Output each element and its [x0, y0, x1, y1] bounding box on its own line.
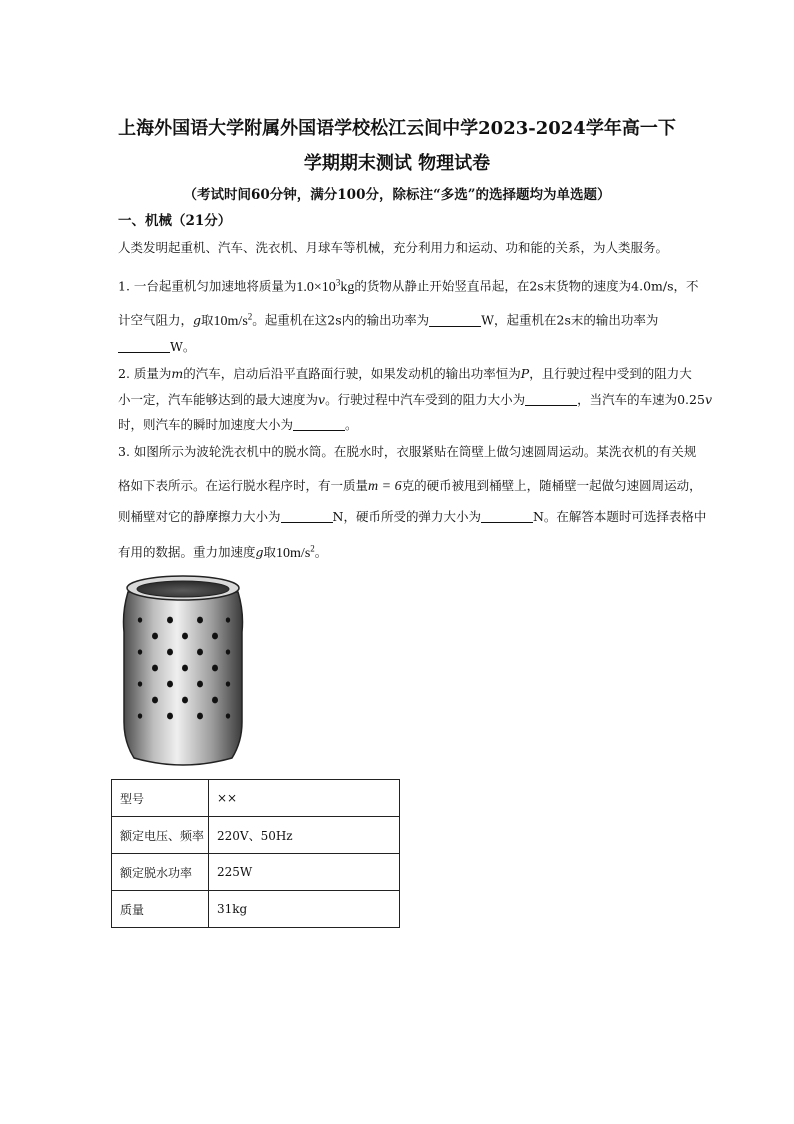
drum-hole — [167, 713, 173, 720]
table-row — [112, 891, 400, 928]
table-row — [112, 817, 400, 854]
exam-title-line1: 上海外国语大学附属外国语学校松江云间中学2023-2024学年高一下 — [118, 118, 676, 139]
q3-line4: 有用的数据。重力加速度g取$10m/s^2$。 — [118, 543, 328, 561]
drum-hole — [138, 681, 142, 686]
drum-hole — [152, 665, 158, 672]
q1-line3: W。 — [118, 338, 678, 356]
q1-g-value: $10m/s^2$ — [213, 311, 253, 329]
q2-line2: 小一定，汽车能够达到的最大速度为v。行驶过程中汽车受到的阻力大小为 ，当汽车的车速为0.25v — [118, 392, 712, 407]
drum-hole — [226, 713, 230, 718]
exam-instructions: （考试时间60分钟，满分100分，除标注“多选”的选择题均为单选题） — [183, 187, 611, 203]
q1-mass-value: $1.0\times 10^3kg$ — [296, 277, 355, 295]
q2-line1: 2. 质量为m的汽车，启动后沿平直路面行驶，如果发动机的输出功率恒为P，且行驶过程中受到的阻力大 — [118, 366, 692, 381]
spec-value: 31kg — [209, 891, 400, 928]
spin-drum-figure — [118, 572, 248, 772]
q1-line2: 计空气阻力，g取$10m/s^2$。起重机在这2s内的输出功率为 W，起重机在2s末的输出功率为 — [118, 311, 659, 329]
drum-hole — [138, 649, 142, 654]
q1-answer-blank-2[interactable] — [118, 340, 170, 353]
drum-hole — [197, 649, 203, 656]
spec-key: 额定电压、频率 — [112, 817, 209, 854]
drum-hole — [182, 633, 188, 640]
q2-line3: 时，则汽车的瞬时加速度大小为 。 — [118, 417, 358, 432]
q1-line1: 1. 一台起重机匀加速地将质量为$1.0\times 10^3kg$的货物从静止开始竖直吊起，在2s末货物的速度为4.0m/s，不 — [118, 277, 699, 295]
spec-value: ×× — [209, 780, 400, 817]
spec-key: 质量 — [112, 891, 209, 928]
drum-hole — [152, 697, 158, 704]
q1-answer-blank-1[interactable] — [429, 314, 481, 327]
exam-title-line2: 学期期末测试 物理试卷 — [303, 153, 491, 174]
section-heading: 一、机械（21分） — [118, 213, 232, 229]
spec-key: 型号 — [112, 780, 209, 817]
spec-key: 额定脱水功率 — [112, 854, 209, 891]
drum-hole — [182, 665, 188, 672]
q3-answer-blank-1[interactable] — [281, 510, 333, 523]
drum-hole — [152, 633, 158, 640]
drum-hole — [226, 649, 230, 654]
drum-hole — [212, 665, 218, 672]
q3-line2: 格如下表所示。在运行脱水程序时，有一质量m = 6克的硬币被甩到桶壁上，随桶壁一起做匀速圆周运动， — [118, 478, 702, 494]
drum-hole — [138, 713, 142, 718]
q3-answer-blank-2[interactable] — [481, 510, 533, 523]
drum-hole — [197, 681, 203, 688]
q2-answer-blank-1[interactable] — [525, 393, 577, 406]
q3-g-value: $10m/s^2$ — [276, 543, 315, 561]
drum-hole — [167, 617, 173, 624]
drum-hole — [226, 681, 230, 686]
drum-hole — [182, 697, 188, 704]
table-row — [112, 854, 400, 891]
table-row — [112, 780, 400, 817]
section-intro: 人类发明起重机、汽车、洗衣机、月球车等机械，充分利用力和运动、功和能的关系，为人类服务。 — [118, 240, 669, 255]
drum-hole — [138, 617, 142, 622]
washer-spec-table — [111, 779, 400, 928]
q3-line1: 3. 如图所示为波轮洗衣机中的脱水筒。在脱水时，衣服紧贴在筒壁上做匀速圆周运动。某洗衣机的有关规 — [118, 444, 697, 459]
spec-value: 225W — [209, 854, 400, 891]
drum-hole — [212, 697, 218, 704]
drum-hole — [167, 649, 173, 656]
drum-hole — [197, 617, 203, 624]
drum-hole — [197, 713, 203, 720]
drum-hole — [167, 681, 173, 688]
drum-hole — [226, 617, 230, 622]
q2-answer-blank-2[interactable] — [293, 418, 345, 431]
spec-value: 220V、50Hz — [209, 817, 400, 854]
q3-line3: 则桶壁对它的静摩擦力大小为 N，硬币所受的弹力大小为 N。在解答本题时可选择表格中 — [118, 509, 707, 524]
drum-hole — [212, 633, 218, 640]
